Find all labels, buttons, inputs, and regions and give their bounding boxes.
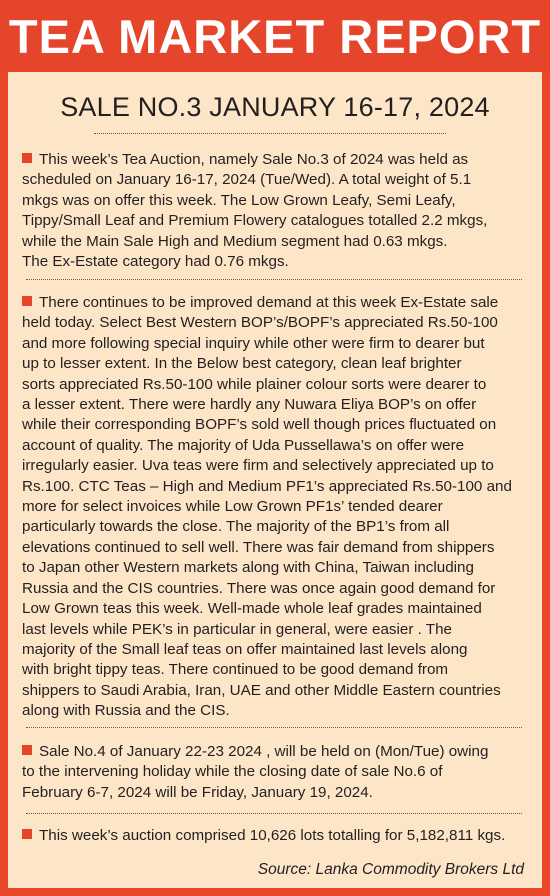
paragraph-line: with bright tippy teas. There continued to be good demand from bbox=[22, 661, 449, 679]
section-divider bbox=[26, 279, 522, 280]
paragraph-line: elevations continued to sell well. There was fair demand from shippers bbox=[22, 538, 495, 556]
source-credit: Source: Lanka Commodity Brokers Ltd bbox=[257, 861, 524, 878]
paragraph-line: majority of the Small leaf teas on offer maintained last levels along bbox=[22, 640, 468, 658]
bullet-icon bbox=[22, 829, 32, 839]
paragraph-line: February 6-7, 2024 will be Friday, January 19, 2024. bbox=[22, 783, 373, 801]
paragraph-line: sorts appreciated Rs.50-100 while plainer colour sorts were dearer to bbox=[22, 375, 487, 393]
paragraph-line: to the intervening holiday while the closing date of sale No.6 of bbox=[22, 763, 443, 781]
paragraph-line: and more following special inquiry while other were firm to dearer but bbox=[22, 334, 485, 352]
paragraph-sale-schedule bbox=[22, 742, 524, 803]
paragraph-line: There continues to be improved demand at this week Ex-Estate sale bbox=[22, 293, 524, 313]
section-divider bbox=[26, 813, 522, 814]
paragraph-line: while the Main Sale High and Medium segment had 0.63 mkgs. bbox=[22, 232, 448, 250]
bullet-icon bbox=[22, 745, 32, 755]
report-title: TEA MARKET REPORT bbox=[8, 9, 542, 63]
header-banner bbox=[0, 0, 550, 72]
paragraph-line: The Ex-Estate category had 0.76 mkgs. bbox=[22, 253, 289, 271]
sale-title: SALE NO.3 JANUARY 16-17, 2024 bbox=[60, 92, 490, 122]
paragraph-line: to Japan other Western markets along with China, Taiwan including bbox=[22, 559, 474, 577]
paragraph-summary bbox=[22, 150, 524, 272]
bullet-icon bbox=[22, 153, 32, 163]
paragraph-line: mkgs was on offer this week. The Low Grown Leafy, Semi Leafy, bbox=[22, 191, 456, 209]
paragraph-line: Russia and the CIS countries. There was once again good demand for bbox=[22, 579, 496, 597]
bullet-icon bbox=[22, 296, 32, 306]
paragraph-line: held today. Select Best Western BOP’s/BOPF’s appreciated Rs.50-100 bbox=[22, 314, 498, 332]
paragraph-line: This week’s Tea Auction, namely Sale No.3 of 2024 was held as bbox=[22, 150, 524, 170]
paragraph-line: last levels while PEK’s in particular in general, were easier . The bbox=[22, 620, 452, 638]
paragraph-market-detail bbox=[22, 293, 524, 722]
paragraph-line: irregularly easier. Uva teas were firm and selectively appreciated up to bbox=[22, 457, 494, 475]
paragraph-line: shippers to Saudi Arabia, Iran, UAE and other Middle Eastern countries bbox=[22, 681, 501, 699]
paragraph-line: a lesser extent. There were hardly any Nuwara Eliya BOP’s on offer bbox=[22, 396, 477, 414]
paragraph-line: Sale No.4 of January 22-23 2024 , will be held on (Mon/Tue) owing bbox=[22, 742, 524, 762]
paragraph-line: more for select invoices while Low Grown PF1s’ tended dearer bbox=[22, 498, 443, 516]
paragraph-line: along with Russia and the CIS. bbox=[22, 702, 230, 720]
section-divider bbox=[26, 727, 522, 728]
paragraph-line: Low Grown teas this week. Well-made whole leaf grades maintained bbox=[22, 600, 482, 618]
paragraph-line: scheduled on January 16-17, 2024 (Tue/Wed). A total weight of 5.1 bbox=[22, 171, 472, 189]
paragraph-line: while their corresponding BOPF’s sold well though prices fluctuated on bbox=[22, 416, 497, 434]
paragraph-line: Rs.100. CTC Teas – High and Medium PF1’s appreciated Rs.50-100 and bbox=[22, 477, 512, 495]
paragraph-line: Tippy/Small Leaf and Premium Flowery catalogues totalled 2.2 mkgs, bbox=[22, 212, 488, 230]
paragraph-line: particularly towards the close. The majority of the BP1’s from all bbox=[22, 518, 450, 536]
paragraph-line: up to lesser extent. In the Below best category, clean leaf brighter bbox=[22, 355, 462, 373]
title-divider bbox=[94, 133, 446, 134]
paragraph-line: account of quality. The majority of Uda Pussellawa’s on offer were bbox=[22, 436, 465, 454]
paragraph-line: This week’s auction comprised 10,626 lots totalling for 5,182,811 kgs. bbox=[22, 826, 524, 846]
paragraph-lots-summary bbox=[22, 826, 524, 846]
